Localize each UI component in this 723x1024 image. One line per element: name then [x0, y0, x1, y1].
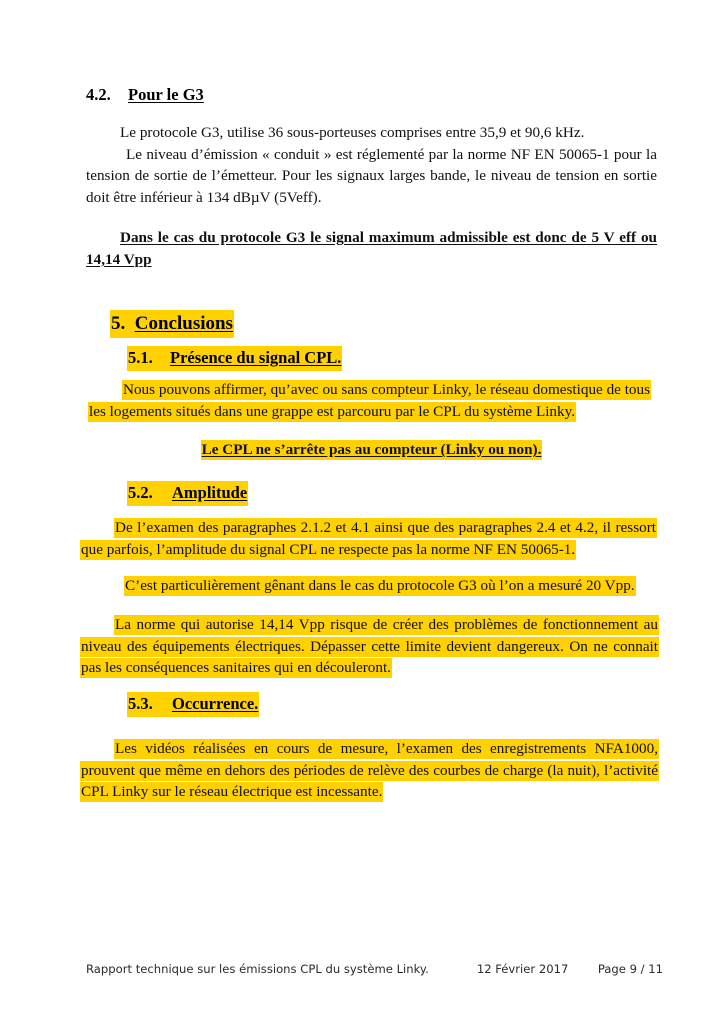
heading-5-1-title: Présence du signal CPL. [170, 348, 342, 367]
footer-date: 12 Février 2017 [476, 962, 569, 976]
heading-5-conclusions [110, 310, 657, 338]
section-5-1-emphasis [86, 439, 657, 461]
heading-5-row [110, 310, 234, 338]
footer-page-number: Page 9 / 11 [597, 962, 663, 976]
heading-5-2-title: Amplitude [171, 481, 248, 506]
paragraph-cpl-does-not-stop-text: Le CPL ne s’arrête pas au compteur (Linky ou non). [201, 441, 542, 458]
paragraph-cpl-presence [88, 379, 651, 422]
heading-5-3-title: Occurrence. [171, 692, 259, 717]
paragraph-amplitude-danger-text: La norme qui autorise 14,14 Vpp risque de créer des problèmes de fonctionnement au niveau des équipements électriques. Dépasser cette limite devient dangereux. On ne connait pas les conséquences sanitaires qui en découleront. [81, 616, 658, 676]
heading-4-2 [86, 84, 657, 106]
heading-5-3-row [127, 692, 657, 717]
paragraph-amplitude-norm [80, 517, 657, 560]
footer-report-title: Rapport technique sur les émissions CPL du système Linky. [86, 962, 429, 976]
heading-5-number: 5. [111, 313, 126, 334]
heading-5-title: Conclusions [134, 313, 233, 334]
paragraph-occurrence [80, 738, 659, 803]
paragraph-g3-emission-level: Le niveau d’émission « conduit » est réglementé par la norme NF EN 50065-1 pour la tension de sortie de l’émetteur. Pour les signaux larges bande, le niveau de tension en sortie doit être inférieur à 134 dBµV (5Veff). [86, 145, 657, 206]
section-5-2-body-1 [80, 517, 657, 560]
section-5-2-body-3 [80, 614, 659, 679]
paragraph-amplitude-g3-20vpp-text: C’est particulièrement gênant dans le cas du protocole G3 où l’on a mesuré 20 Vpp. [125, 577, 635, 594]
heading-5-1-number: 5.1. [128, 348, 153, 367]
heading-5-1-row [127, 346, 657, 371]
heading-5-3-number: 5.3. [127, 692, 171, 717]
paragraph-g3-max-signal [86, 227, 657, 270]
page-footer [86, 962, 663, 976]
section-4-2-bold-conclusion [86, 227, 657, 270]
paragraph-amplitude-g3-20vpp [90, 575, 651, 597]
section-4-2-body [86, 122, 657, 208]
heading-4-2-title: Pour le G3 [128, 85, 204, 104]
paragraph-amplitude-norm-text: De l’examen des paragraphes 2.1.2 et 4.1 ainsi que des paragraphes 2.4 et 4.2, il ressort que parfois, l’amplitude du signal CPL ne respecte pas la norme NF EN 50065-1. [81, 519, 656, 558]
section-5-2-body-2 [90, 575, 651, 597]
section-5-1-body [88, 379, 651, 422]
paragraph-cpl-does-not-stop [86, 439, 657, 461]
heading-5-2 [127, 481, 657, 506]
paragraph-g3-subcarriers: Le protocole G3, utilise 36 sous-porteuses comprises entre 35,9 et 90,6 kHz. [120, 124, 585, 141]
paragraph-amplitude-danger [80, 614, 659, 679]
section-5-3-body [80, 738, 659, 803]
heading-5-1 [127, 346, 657, 371]
paragraph-occurrence-text: Les vidéos réalisées en cours de mesure, l’examen des enregistrements NFA1000, prouvent que même en dehors des périodes de relève des courbes de charge (la nuit), l’activité CPL Linky sur le réseau électrique est incessante. [81, 740, 658, 800]
paragraph-cpl-presence-text: Nous pouvons affirmer, qu’avec ou sans compteur Linky, le réseau domestique de tous les logements situés dans une grappe est parcouru par le CPL du système Linky. [89, 381, 651, 420]
paragraph-g3-max-signal-text: Dans le cas du protocole G3 le signal maximum admissible est donc de 5 V eff ou 14,14 Vpp [86, 229, 657, 268]
heading-4-2-number: 4.2. [86, 85, 111, 104]
heading-5-2-row [127, 481, 657, 506]
heading-4-2-row [86, 84, 657, 106]
heading-5-3 [127, 692, 657, 717]
heading-5-1-group [127, 346, 342, 371]
heading-5-2-number: 5.2. [127, 481, 171, 506]
